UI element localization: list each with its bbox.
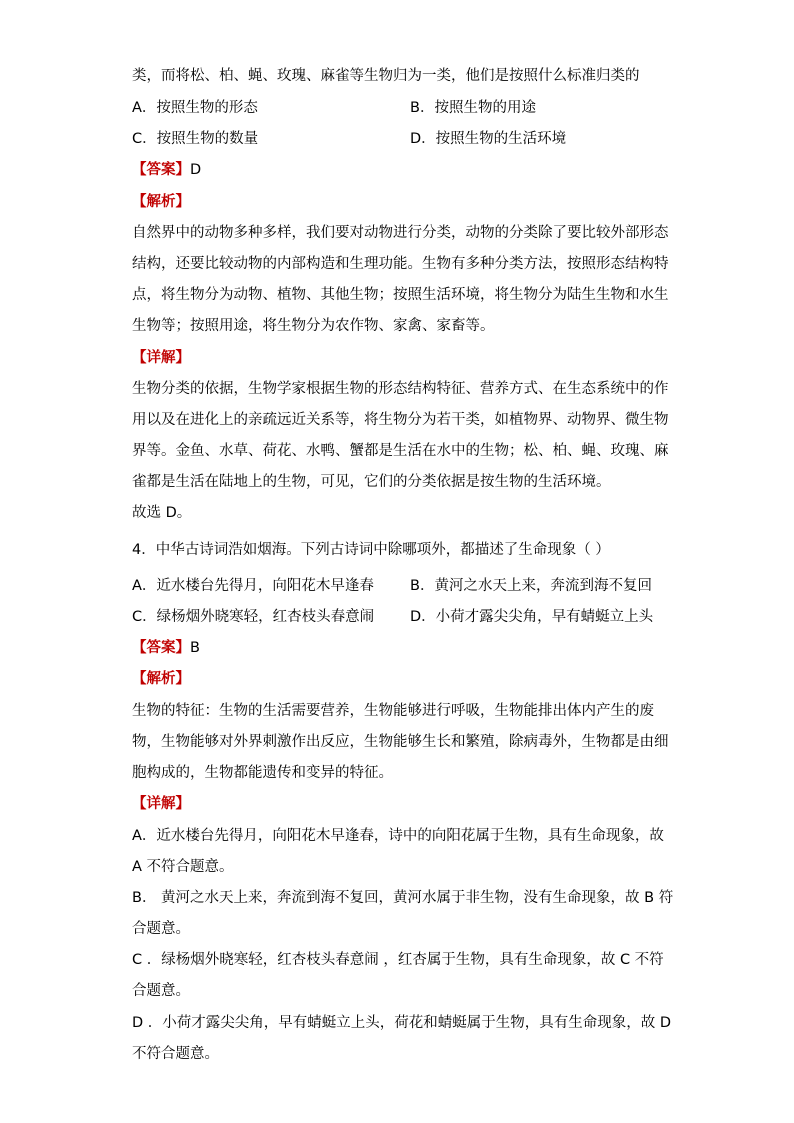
q4-answer [132, 638, 200, 658]
q3-analysis-tag: 【解析】 [132, 194, 190, 210]
q4-detail-line: A 不符合题意。 [132, 859, 234, 875]
q4-detail-line: 合题意。 [132, 921, 190, 937]
answer-tag: 【答案】 [132, 162, 190, 178]
q4-detail-line: 不符合题意。 [132, 1046, 219, 1062]
q3-option-a: A．按照生物的形态 [132, 100, 258, 116]
q4-analysis-line: 生物的特征：生物的生活需要营养，生物能够进行呼吸，生物能排出体内产生的废 [132, 703, 654, 719]
q4-analysis-line: 胞构成的，生物都能遗传和变异的特征。 [132, 765, 393, 781]
answer-value: B [190, 640, 200, 656]
q3-detail-line: 界等。金鱼、水草、荷花、水鸭、蟹都是生活在水中的生物；松、柏、蝇、玫瑰、麻 [132, 443, 669, 459]
q3-analysis-line: 点，将生物分为动物、植物、其他生物；按照生活环境，将生物分为陆生生物和水生 [132, 287, 669, 303]
q4-detail-line: A．近水楼台先得月，向阳花木早逢春，诗中的向阳花属于生物，具有生命现象，故 [132, 828, 664, 844]
q3-option-d: D．按照生物的生活环境 [410, 131, 567, 147]
q4-detail-line: B． 黄河之水天上来，奔流到海不复回，黄河水属于非生物，没有生命现象，故 B 符 [132, 890, 674, 906]
q4-detail-line: 合题意。 [132, 983, 190, 999]
q3-detail-tag: 【详解】 [132, 350, 190, 366]
q4-option-d: D．小荷才露尖尖角，早有蜻蜓立上头 [410, 609, 654, 625]
q4-detail-tag: 【详解】 [132, 796, 190, 812]
answer-value: D [190, 162, 202, 178]
q4-detail-line: D ．小荷才露尖尖角，早有蜻蜓立上头，荷花和蜻蜓属于生物，具有生命现象，故 D [132, 1015, 672, 1031]
q3-detail-line: 生物分类的依据，生物学家根据生物的形态结构特征、营养方式、在生态系统中的作 [132, 381, 669, 397]
q3-detail-line: 用以及在进化上的亲疏远近关系等，将生物分为若干类，如植物界、动物界、微生物 [132, 412, 669, 428]
q3-analysis-line: 生物等；按照用途，将生物分为农作物、家禽、家畜等。 [132, 318, 495, 334]
q4-analysis-tag: 【解析】 [132, 671, 190, 687]
q3-analysis-line: 结构，还要比较动物的内部构造和生理功能。生物有多种分类方法，按照形态结构特 [132, 256, 669, 272]
q3-detail-line: 雀都是生活在陆地上的生物，可见，它们的分类依据是按生物的生活环境。 [132, 474, 611, 490]
q4-analysis-line: 物，生物能够对外界刺激作出反应，生物能够生长和繁殖，除病毒外，生物都是由细 [132, 734, 669, 750]
q4-option-c: C．绿杨烟外晓寒轻，红杏枝头春意闹 [132, 609, 375, 625]
answer-tag: 【答案】 [132, 640, 190, 656]
q3-stem-tail: 类，而将松、柏、蝇、玫瑰、麻雀等生物归为一类，他们是按照什么标准归类的 [132, 68, 640, 84]
q3-answer [132, 160, 201, 180]
q4-option-a: A．近水楼台先得月，向阳花木早逢春 [132, 578, 374, 594]
q3-option-c: C．按照生物的数量 [132, 131, 259, 147]
q4-option-b: B．黄河之水天上来，奔流到海不复回 [410, 578, 652, 594]
q4-stem: 4．中华古诗词浩如烟海。下列古诗词中除哪项外，都描述了生命现象（ ） [132, 542, 610, 558]
q4-detail-line: C ．绿杨烟外晓寒轻，红杏枝头春意闹 ，红杏属于生物，具有生命现象，故 C 不符 [132, 952, 664, 968]
q3-option-b: B．按照生物的用途 [410, 100, 536, 116]
q3-analysis-line: 自然界中的动物多种多样，我们要对动物进行分类，动物的分类除了要比较外部形态 [132, 225, 669, 241]
q3-conclusion: 故选 D。 [132, 505, 192, 521]
